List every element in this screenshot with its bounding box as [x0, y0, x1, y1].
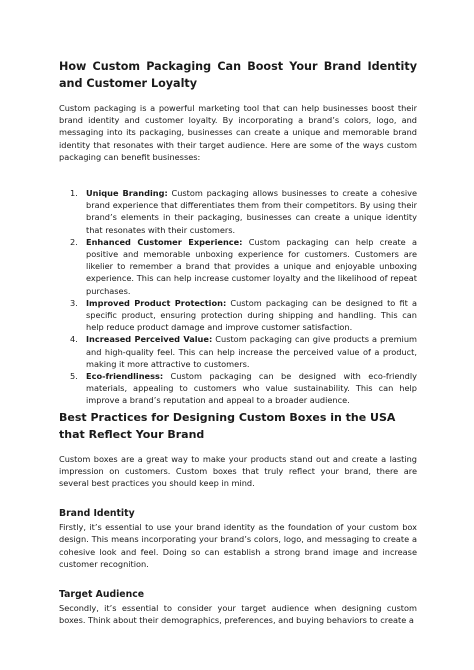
target-audience-heading: Target Audience: [59, 589, 145, 601]
section-intro-paragraph: Custom boxes are a great way to make your products stand out and create a lasting impression on customers. Custom boxes that truly reflect your brand, there are several best practices you should keep in mind.: [59, 453, 417, 489]
list-number: 5.: [70, 371, 78, 382]
list-item: [70, 236, 418, 297]
list-item-text: Custom packaging can be designed with eco-friendly materials, appealing to customers who value sustainability. This can help improve a brand’s reputation and appeal to a broader audience.: [86, 371, 417, 406]
list-number: 4.: [70, 334, 78, 345]
page-title: How Custom Packaging Can Boost Your Brand Identity and Customer Loyalty: [59, 60, 417, 90]
intro-paragraph: Custom packaging is a powerful marketing tool that can help businesses boost their brand identity and customer loyalty. By incorporating a brand’s colors, logo, and messaging into its packaging, businesses can create a unique and memorable brand identity that resonates with their target audience. Here are some of the ways custom packaging can benefit businesses:: [59, 103, 417, 162]
list-item-text: Custom packaging can be designed to fit a specific product, ensuring protection during shipping and handling. This can help reduce product damage and improve customer satisfaction.: [86, 297, 417, 333]
list-item: [70, 297, 417, 334]
list-item: [70, 370, 417, 407]
document-page: [59, 58, 417, 627]
list-item: [70, 187, 417, 236]
list-item-text: Custom packaging can help create a positive and memorable unboxing experience for customers. Customers are likelier to remember a brand that provides a unique and enjoyable unboxing experience. This can help increase customer loyalty and the likelihood of repeat purchases.: [86, 236, 418, 296]
list-item-label: Enhanced Customer Experience:: [86, 236, 243, 247]
list-item: [70, 333, 417, 370]
brand-identity-heading: Brand Identity: [59, 508, 135, 520]
list-item-label: Unique Branding:: [86, 188, 168, 199]
list-item-label: Increased Perceived Value:: [86, 334, 213, 345]
list-number: 2.: [70, 236, 78, 247]
list-item-text: Custom packaging can give products a premium and high-quality feel. This can help increase the perceived value of a product, making it more attractive to customers.: [86, 334, 417, 369]
benefits-list: [59, 187, 417, 407]
list-item-label: Eco-friendliness:: [86, 371, 164, 382]
section-heading: Best Practices for Designing Custom Boxes in the USA that Reflect Your Brand: [59, 410, 396, 441]
list-item-text: Custom packaging allows businesses to create a cohesive brand experience that differentiates them from their competitors. By using their brand’s elements in their packaging, businesses can create a unique identity that resonates with their customers.: [86, 188, 417, 235]
target-audience-paragraph: Secondly, it’s essential to consider your target audience when designing custom boxes. Think about their demographics, preferences, and buying behaviors to create a: [59, 603, 417, 626]
list-item-label: Improved Product Protection:: [86, 297, 227, 308]
list-number: 3.: [70, 297, 78, 308]
list-number: 1.: [70, 188, 78, 199]
brand-identity-paragraph: Firstly, it’s essential to use your brand identity as the foundation of your custom box design. This means incorporating your brand’s colors, logo, and messaging to create a cohesive look and feel. Doing so can establish a strong brand image and increase customer recognition.: [59, 522, 417, 569]
